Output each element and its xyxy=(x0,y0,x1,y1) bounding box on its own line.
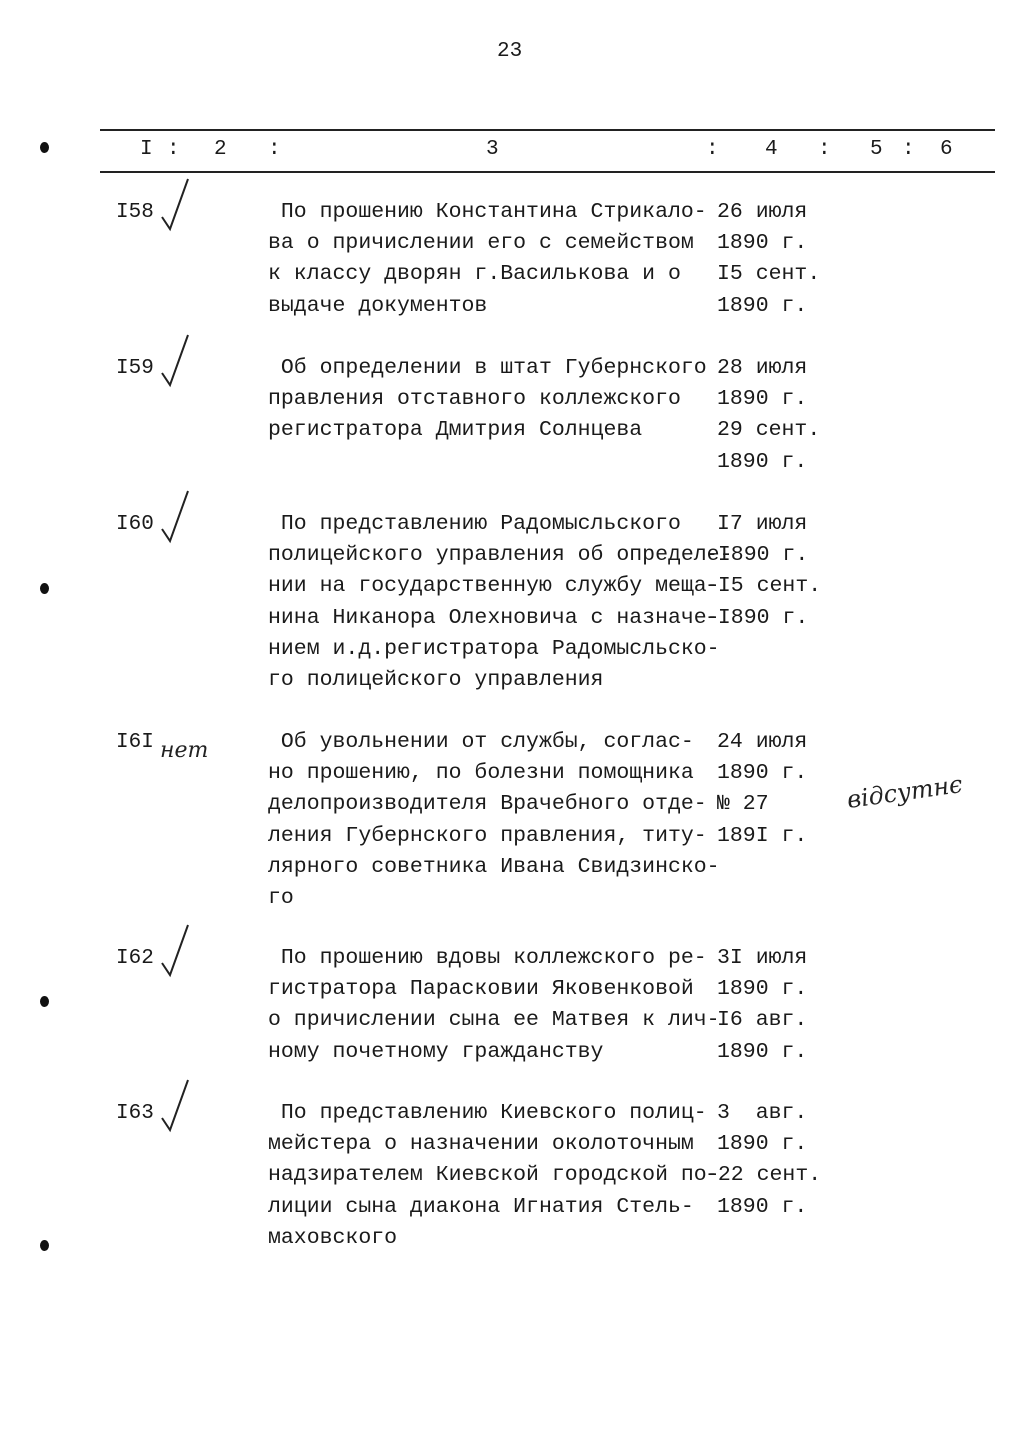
entry-text-line: мейстера о назначении околоточным xyxy=(268,1132,694,1157)
entry-number: I59 xyxy=(116,357,154,380)
entry-date: -22 сент. xyxy=(705,1163,822,1188)
column-separator: : xyxy=(268,138,281,161)
entry-text-line: о причислении сына ее Матвея к лич- xyxy=(268,1008,720,1033)
entry-text-line: гистратора Парасковии Яковенковой xyxy=(268,977,694,1002)
entry-text-line: делопроизводителя Врачебного отде- xyxy=(268,792,707,817)
entry-date: -I890 г. xyxy=(705,605,809,630)
entry-date: -I890 г. xyxy=(705,543,809,568)
entry-number: I60 xyxy=(116,513,154,536)
binding-hole-mark xyxy=(40,996,49,1007)
column-header-5: 5 xyxy=(870,138,883,161)
handwritten-annotation xyxy=(845,770,985,825)
entry-text-line: регистратора Дмитрия Солнцева xyxy=(268,418,643,443)
entry-text-line: По прошению вдовы коллежского ре- xyxy=(268,946,707,970)
entry-date: 1890 г. xyxy=(717,1194,808,1219)
entry-date: № 27 xyxy=(717,792,769,817)
svg-text:відсутнє: відсутнє xyxy=(845,770,965,814)
svg-text:нет: нет xyxy=(160,738,209,763)
entry-number: I63 xyxy=(116,1102,154,1125)
entry-text-line: маховского xyxy=(268,1225,398,1250)
binding-hole-mark xyxy=(40,583,49,594)
entry-date: 1890 г. xyxy=(717,449,808,474)
entry-text-line: правления отставного коллежского xyxy=(268,387,681,412)
entry-date: 26 июля xyxy=(717,200,808,224)
entry-text-line: надзирателем Киевской городской по- xyxy=(268,1163,720,1188)
entry-number: I6I xyxy=(116,731,154,754)
handwritten-check-icon xyxy=(158,329,198,394)
entry-text-line: Об увольнении от службы, соглас- xyxy=(268,730,694,754)
header-rule-top xyxy=(100,129,995,131)
entry-number: I58 xyxy=(116,201,154,224)
column-separator: : xyxy=(818,138,831,161)
binding-hole-mark xyxy=(40,1240,49,1251)
handwritten-check-icon xyxy=(158,485,198,550)
entry-date: 189I г. xyxy=(717,823,808,848)
entry-text-line: лиции сына диакона Игнатия Стель- xyxy=(268,1194,694,1219)
entry-date: I7 июля xyxy=(717,512,808,536)
entry-date: 3 авг. xyxy=(717,1101,808,1125)
entry-text-line: Об определении в штат Губернского xyxy=(268,356,707,380)
entry-text-line: ва о причислении его с семейством xyxy=(268,231,694,256)
entry-text-line: нии на государственную службу меща- xyxy=(268,574,720,599)
entry-text-line: По представлению Киевского полиц- xyxy=(268,1101,707,1125)
page-number: 23 xyxy=(497,40,523,63)
entry-date: 28 июля xyxy=(717,356,808,380)
column-separator: : xyxy=(167,138,180,161)
binding-hole-mark xyxy=(40,142,49,153)
entry-text-line: ному почетному гражданству xyxy=(268,1039,604,1064)
entry-date: 1890 г. xyxy=(717,1132,808,1157)
column-separator: : xyxy=(902,138,915,161)
entry-text-line: нина Никанора Олехновича с назначе- xyxy=(268,605,720,630)
entry-date: 3I июля xyxy=(717,946,808,970)
entry-date: 1890 г. xyxy=(717,387,808,412)
entry-text-line: полицейского управления об определе- xyxy=(268,543,733,568)
entry-text-line: По прошению Константина Стрикало- xyxy=(268,200,707,224)
entry-text-line: го xyxy=(268,886,294,910)
entry-text-line: го полицейского управления xyxy=(268,668,604,692)
handwritten-note-icon xyxy=(845,770,985,820)
entry-date: 1890 г. xyxy=(717,1039,808,1064)
entry-text-line: к классу дворян г.Василькова и о xyxy=(268,262,681,287)
column-separator: : xyxy=(706,138,719,161)
handwritten-check-icon xyxy=(158,173,198,238)
entry-date: 1890 г. xyxy=(717,293,808,318)
column-header-4: 4 xyxy=(765,138,778,161)
column-header-3: 3 xyxy=(486,138,499,161)
entry-text-line: ления Губернского правления, титу- xyxy=(268,823,707,848)
entry-date: I5 сент. xyxy=(717,262,821,287)
entry-date: 1890 г. xyxy=(717,231,808,256)
column-header-2: 2 xyxy=(214,138,227,161)
entry-number: I62 xyxy=(116,947,154,970)
handwritten-mark-icon xyxy=(158,729,228,774)
entry-text-line: По представлению Радомысльского xyxy=(268,512,681,536)
entry-text-line: нием и.д.регистратора Радомысльско- xyxy=(268,636,720,661)
handwritten-check-icon xyxy=(158,919,198,984)
handwritten-check-icon xyxy=(158,1074,198,1139)
entry-text-line: но прошению, по болезни помощника xyxy=(268,761,694,786)
entry-date: 29 сент. xyxy=(717,418,821,443)
column-header-6: 6 xyxy=(940,138,953,161)
entry-text-line: лярного советника Ивана Свидзинско- xyxy=(268,854,720,879)
entry-text-line: выдаче документов xyxy=(268,293,488,318)
entry-date: 1890 г. xyxy=(717,761,808,786)
column-header-I: I xyxy=(140,138,153,161)
entry-date: 24 июля xyxy=(717,730,808,754)
header-rule-bottom xyxy=(100,171,995,173)
entry-date: 1890 г. xyxy=(717,977,808,1002)
entry-date: -I5 сент. xyxy=(705,574,822,599)
entry-date: I6 авг. xyxy=(717,1008,808,1033)
